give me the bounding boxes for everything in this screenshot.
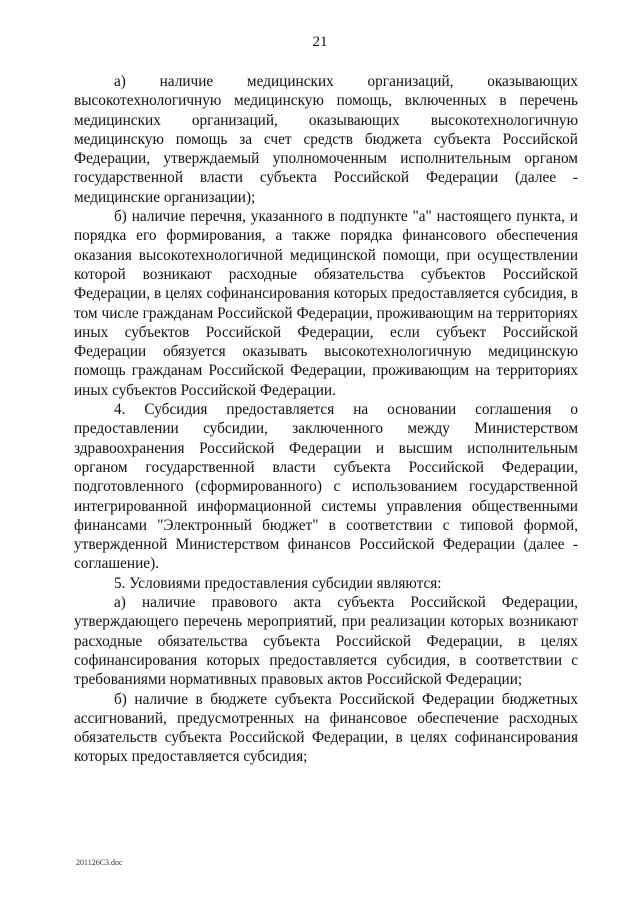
paragraph-5b: б) наличие в бюджете субъекта Российской Федерации бюджетных ассигнований, предусмотренных на финансовое обеспечение расходных обязательств субъекта Российской Федерации, в целях софинансирования которых предоставляется субсидия;	[74, 690, 578, 766]
footer-file-code: 201126C3.doc	[76, 858, 123, 867]
page-number: 21	[312, 34, 328, 50]
paragraph-3b: б) наличие перечня, указанного в подпункте "а" настоящего пункта, и порядка его формирования, а также порядка финансового обеспечения оказания высокотехнологичной медицинской помощи, при осуществлении которой возникают расходные обязательства субъектов Российской Федерации, в целях софинансирования которых предоставляется субсидия, в том числе гражданам Российской Федерации, проживающим на территориях иных субъектов Российской Федерации, если субъект Российской Федерации обязуется оказывать высокотехнологичную медицинскую помощь гражданам Российской Федерации, проживающим на территориях иных субъектов Российской Федерации.	[74, 208, 578, 399]
paragraph-5a: а) наличие правового акта субъекта Российской Федерации, утверждающего перечень мероприятий, при реализации которых возникают расходные обязательства субъекта Российской Федерации, в целях софинансирования которых предоставляется субсидия, в соответствии с требованиями нормативных правовых актов Российской Федерации;	[74, 594, 578, 689]
document-body	[74, 72, 578, 767]
paragraph-5: 5. Условиями предоставления субсидии являются:	[114, 574, 442, 592]
paragraph-4: 4. Субсидия предоставляется на основании соглашения о предоставлении субсидии, заключенного между Министерством здравоохранения Российской Федерации и высшим исполнительным органом государственной власти субъекта Российской Федерации, подготовленного (сформированного) с использованием государственной интегрированной информационной системы управления общественными финансами "Электронный бюджет" в соответствии с типовой формой, утвержденной Министерством финансов Российской Федерации (далее - соглашение).	[74, 401, 578, 573]
paragraph-3a: а) наличие медицинских организаций, оказывающих высокотехнологичную медицинскую помощь, включенных в перечень медицинских организаций, оказывающих высокотехнологичную медицинскую помощь за счет средств бюджета субъекта Российской Федерации, утверждаемый уполномоченным исполнительным органом государственной власти субъекта Российской Федерации (далее - медицинские организации);	[74, 73, 578, 206]
